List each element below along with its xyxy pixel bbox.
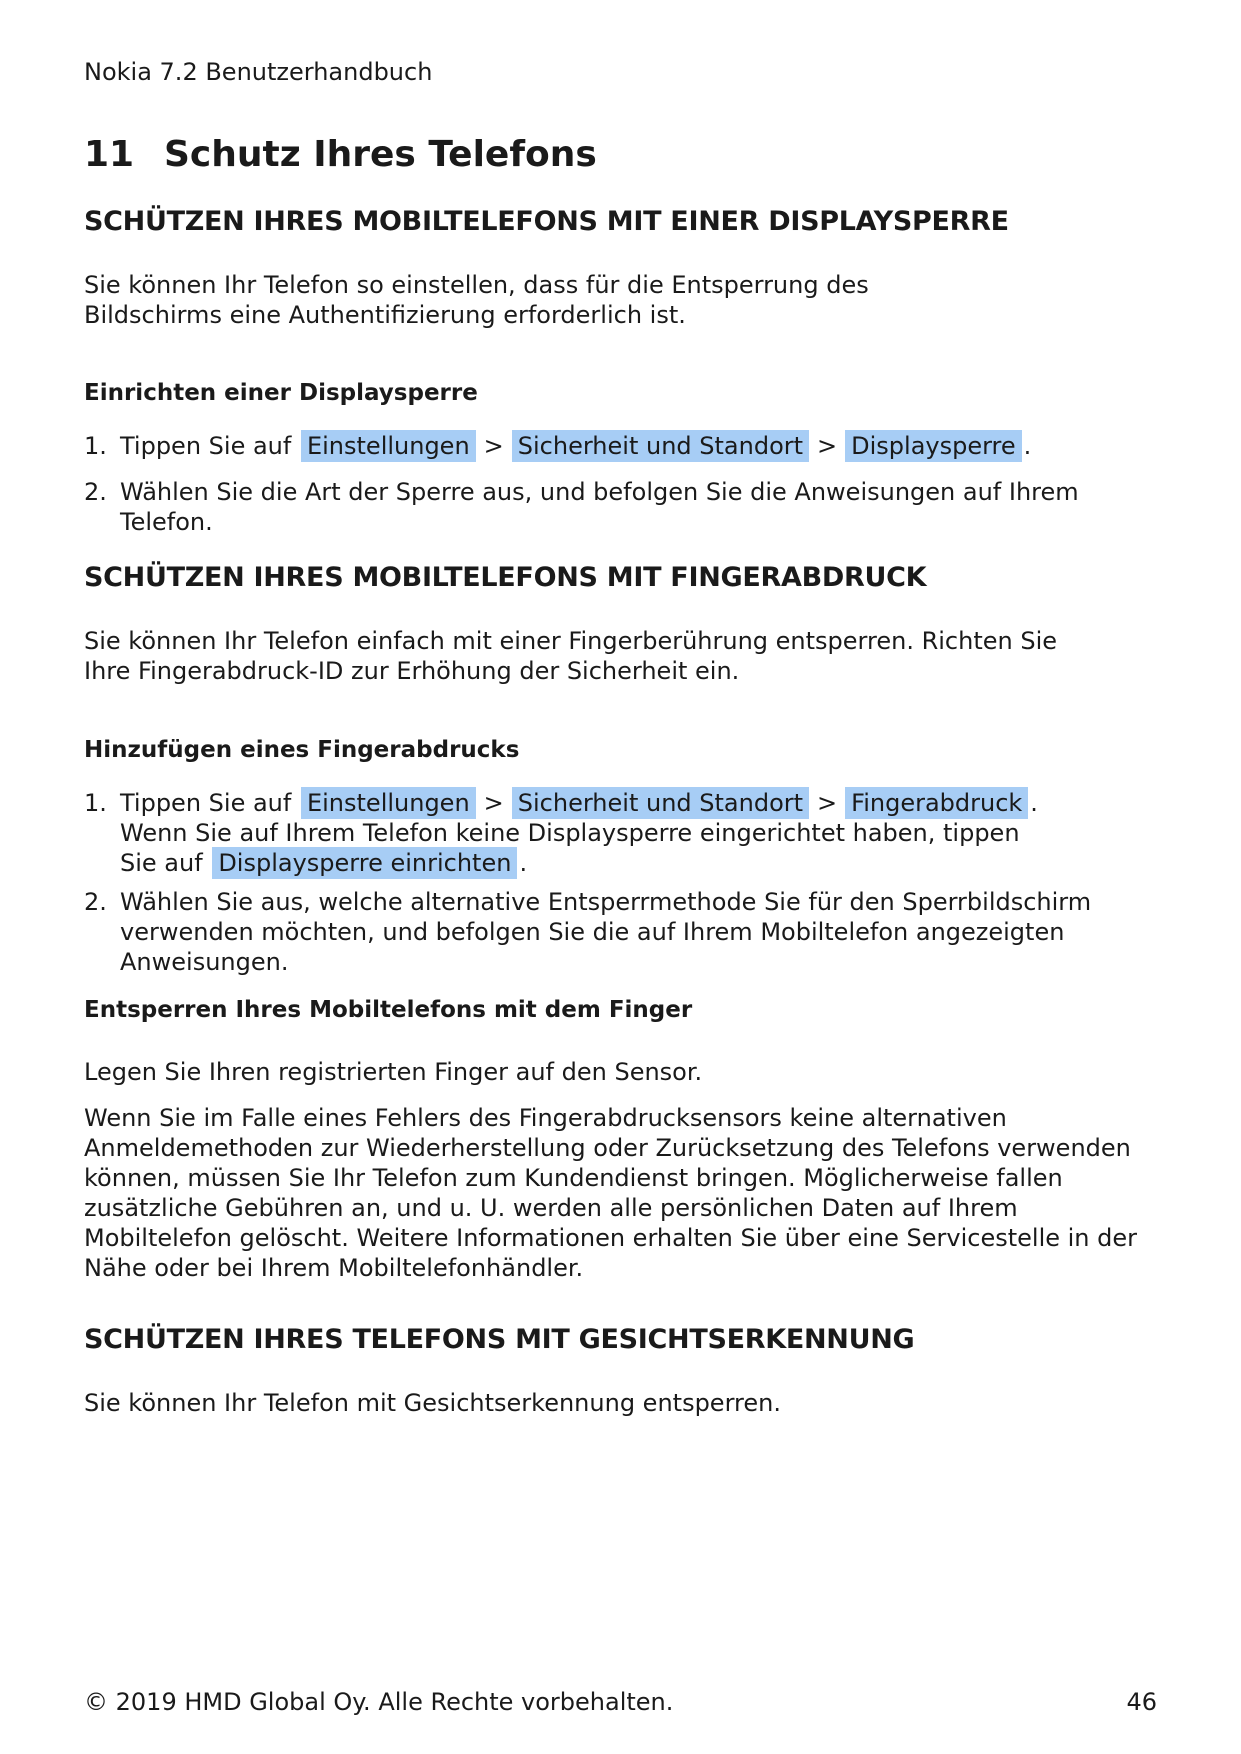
list-item-fingerprint-step-2 [84, 887, 1164, 977]
path-separator: > [817, 432, 838, 460]
list-item-displaylock-step-2 [84, 477, 1164, 537]
step-punctuation: . [519, 849, 528, 877]
step-text: . Wenn Sie auf Ihrem Telefon keine Displaysperre eingerichtet haben, tippen Sie auf [120, 789, 1038, 877]
menu-link-fingerabdruck[interactable]: Fingerabdruck [845, 787, 1028, 819]
subheading-setup-displaylock: Einrichten einer Displaysperre [84, 380, 478, 406]
path-separator: > [817, 789, 838, 817]
step-text: Wählen Sie die Art der Sperre aus, und befolgen Sie die Anweisungen auf Ihrem Telefon. [120, 478, 1079, 536]
footer-copyright: © 2019 HMD Global Oy. Alle Rechte vorbehalten. [84, 1688, 674, 1716]
path-separator: > [483, 789, 504, 817]
paragraph-place-finger: Legen Sie Ihren registrierten Finger auf den Sensor. [84, 1058, 703, 1086]
step-text: Tippen Sie auf [120, 789, 292, 817]
subheading-unlock-with-finger: Entsperren Ihres Mobiltelefons mit dem Finger [84, 997, 693, 1023]
section-heading-face: SCHÜTZEN IHRES TELEFONS MIT GESICHTSERKENNUNG [84, 1324, 915, 1355]
step-number: 2. [84, 888, 107, 916]
section-intro-fingerprint: Sie können Ihr Telefon einfach mit einer Fingerberührung entsperren. Richten Sie Ihre Fingerabdruck-ID zur Erhöhung der Sicherheit ein. [84, 627, 1058, 685]
menu-link-einstellungen[interactable]: Einstellungen [301, 430, 476, 462]
menu-link-displaysperre[interactable]: Displaysperre [845, 430, 1022, 462]
section-intro-face: Sie können Ihr Telefon mit Gesichtserkennung entsperren. [84, 1389, 781, 1417]
running-header: Nokia 7.2 Benutzerhandbuch [84, 58, 433, 86]
section-heading-displaylock: SCHÜTZEN IHRES MOBILTELEFONS MIT EINER DISPLAYSPERRE [84, 206, 1009, 237]
path-separator: > [483, 432, 504, 460]
chapter-title [84, 134, 597, 175]
subheading-add-fingerprint: Hinzufügen eines Fingerabdrucks [84, 737, 520, 763]
chapter-number: 11 [84, 134, 135, 175]
step-text: Tippen Sie auf [120, 432, 292, 460]
section-heading-fingerprint: SCHÜTZEN IHRES MOBILTELEFONS MIT FINGERABDRUCK [84, 562, 927, 593]
paragraph-sensor-error: Wenn Sie im Falle eines Fehlers des Fingerabdrucksensors keine alternativen Anmeldemethoden zur Wiederherstellung oder Zurücksetzung des Telefons verwenden können, müssen Sie Ihr Telefon zum Kundendienst bringen. Möglicherweise fallen zusätzliche Gebühren an, und u. U. werden alle persönlichen Daten auf Ihrem Mobiltelefon gelöscht. Weitere Informationen erhalten Sie über eine Servicestelle in der Nähe oder bei Ihrem Mobiltelefonhändler. [84, 1104, 1138, 1282]
menu-link-sicherheit-und-standort[interactable]: Sicherheit und Standort [512, 787, 809, 819]
section-intro-displaylock: Sie können Ihr Telefon so einstellen, dass für die Entsperrung des Bildschirms eine Authentifizierung erforderlich ist. [84, 271, 869, 329]
page-number: 46 [1126, 1688, 1157, 1716]
list-item-displaylock-step-1 [84, 431, 1164, 461]
step-number: 2. [84, 478, 107, 506]
step-text: Wählen Sie aus, welche alternative Entsperrmethode Sie für den Sperrbildschirm verwenden möchten, und befolgen Sie die auf Ihrem Mobiltelefon angezeigten Anweisungen. [120, 888, 1092, 976]
step-number: 1. [84, 789, 107, 817]
menu-link-displaysperre-einrichten[interactable]: Displaysperre einrichten [212, 847, 517, 879]
list-item-fingerprint-step-1 [84, 788, 1044, 878]
menu-link-einstellungen[interactable]: Einstellungen [301, 787, 476, 819]
step-number: 1. [84, 432, 107, 460]
menu-link-sicherheit-und-standort[interactable]: Sicherheit und Standort [512, 430, 809, 462]
chapter-title-text: Schutz Ihres Telefons [164, 134, 597, 175]
step-punctuation: . [1023, 432, 1032, 460]
